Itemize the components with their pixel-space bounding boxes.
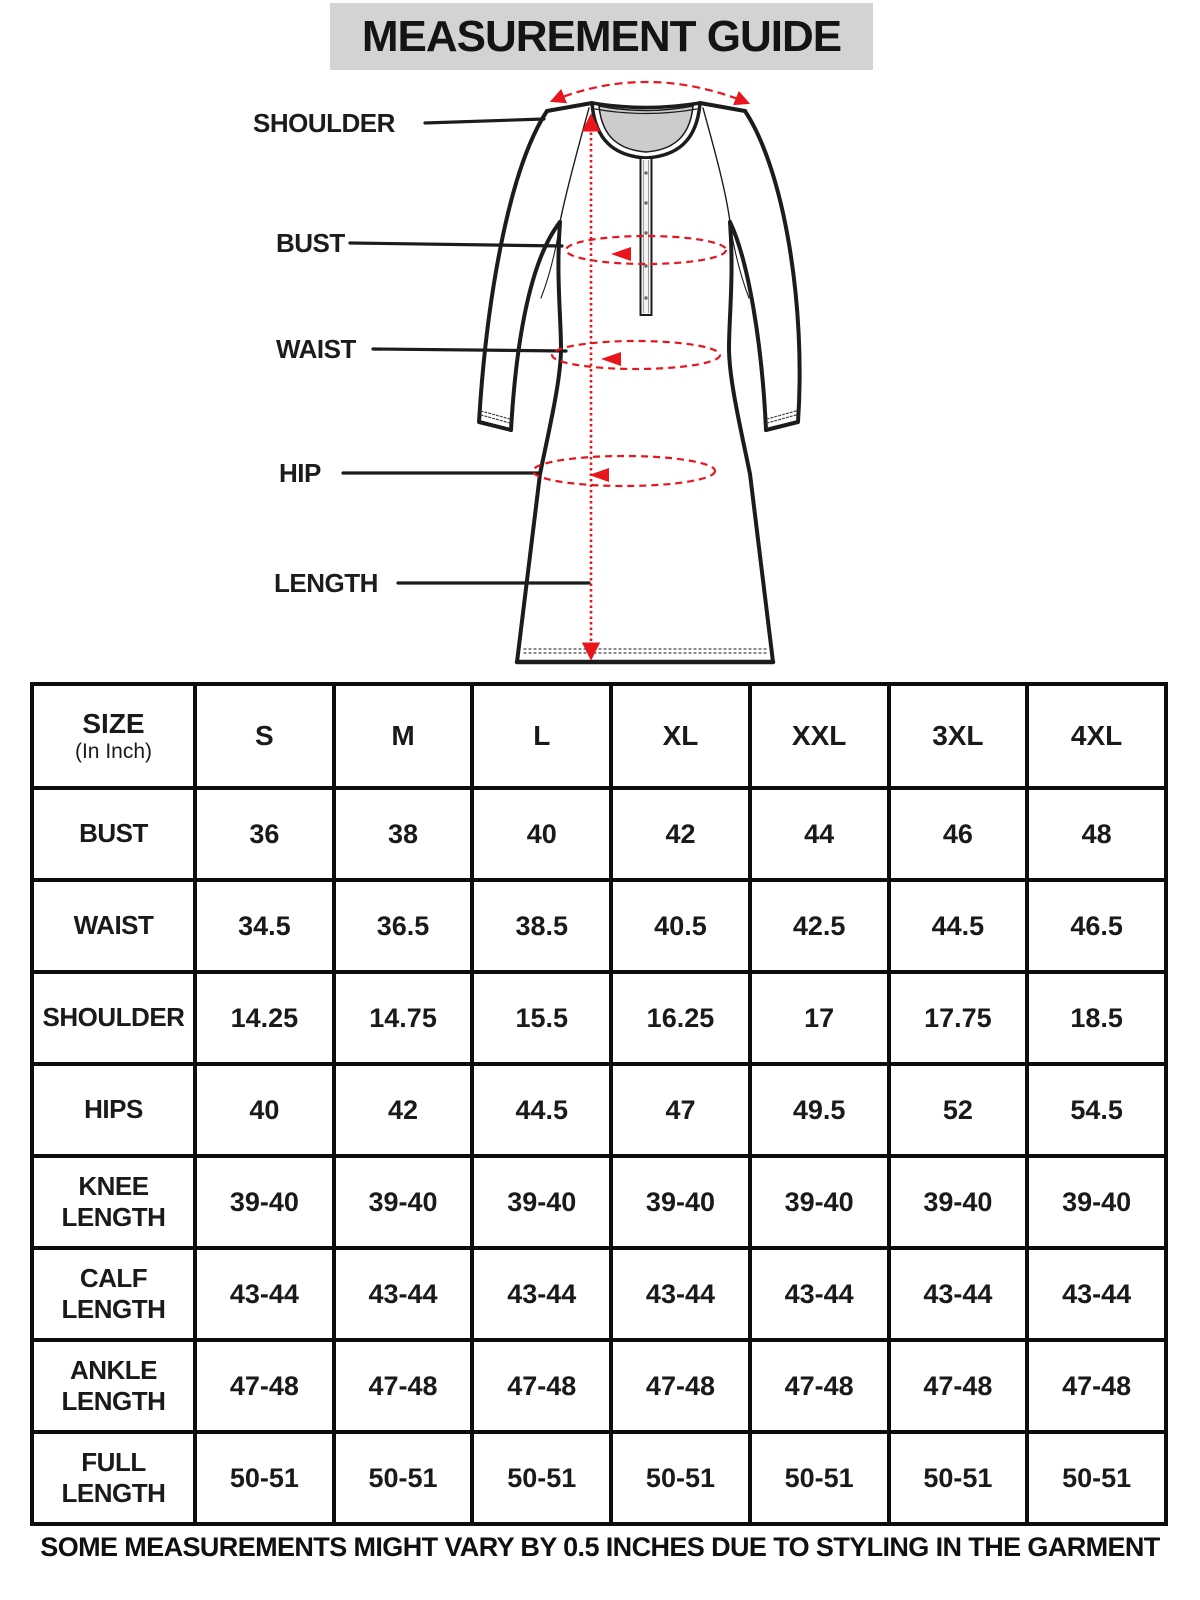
table-cell: 36.5 (334, 880, 473, 972)
table-cell: 43-44 (750, 1248, 889, 1340)
table-cell: 47-48 (611, 1340, 750, 1432)
row-label: HIPS (32, 1064, 195, 1156)
table-row-ankle-length (32, 1340, 1166, 1432)
size-table (30, 682, 1168, 1526)
table-cell: 44.5 (889, 880, 1028, 972)
column-header-s: S (195, 684, 334, 788)
table-cell: 15.5 (472, 972, 611, 1064)
table-row-shoulder (32, 972, 1166, 1064)
table-cell: 47-48 (472, 1340, 611, 1432)
size-header-label: SIZE (82, 707, 145, 739)
waist-measure-ellipse (552, 341, 720, 369)
column-header-m: M (334, 684, 473, 788)
button (644, 171, 647, 174)
table-cell: 18.5 (1027, 972, 1166, 1064)
column-header-3xl: 3XL (889, 684, 1028, 788)
footer-note: SOME MEASUREMENTS MIGHT VARY BY 0.5 INCHES DUE TO STYLING IN THE GARMENT (40, 1532, 1160, 1562)
page-title: MEASUREMENT GUIDE (330, 3, 873, 70)
row-label: CALF LENGTH (32, 1248, 195, 1340)
row-label: ANKLE LENGTH (32, 1340, 195, 1432)
table-cell: 46 (889, 788, 1028, 880)
table-cell: 42.5 (750, 880, 889, 972)
column-header-4xl: 4XL (1027, 684, 1166, 788)
neckline (592, 103, 700, 158)
diagram-label-bust: BUST (276, 228, 345, 258)
table-cell: 39-40 (1027, 1156, 1166, 1248)
table-cell: 50-51 (1027, 1432, 1166, 1524)
table-cell: 39-40 (195, 1156, 334, 1248)
shoulder-arc-measure (552, 82, 748, 103)
table-cell: 47 (611, 1064, 750, 1156)
table-cell: 14.75 (334, 972, 473, 1064)
table-cell: 47-48 (750, 1340, 889, 1432)
table-cell: 43-44 (611, 1248, 750, 1340)
column-header-xl: XL (611, 684, 750, 788)
shoulder-leader-line (425, 119, 544, 123)
button (644, 296, 647, 299)
table-row-full-length (32, 1432, 1166, 1524)
table-cell: 17.75 (889, 972, 1028, 1064)
table-cell: 39-40 (889, 1156, 1028, 1248)
table-cell: 40 (195, 1064, 334, 1156)
table-cell: 43-44 (472, 1248, 611, 1340)
garment-sketch (0, 70, 1200, 682)
size-header-cell (32, 684, 195, 788)
table-cell: 17 (750, 972, 889, 1064)
table-cell: 36 (195, 788, 334, 880)
table-cell: 52 (889, 1064, 1028, 1156)
hip-measure-ellipse (533, 456, 715, 486)
row-label: SHOULDER (32, 972, 195, 1064)
diagram-label-length: LENGTH (274, 568, 378, 598)
table-cell: 46.5 (1027, 880, 1166, 972)
table-header-row (32, 684, 1166, 788)
leader-lines (343, 119, 589, 583)
table-cell: 43-44 (1027, 1248, 1166, 1340)
table-cell: 39-40 (611, 1156, 750, 1248)
table-cell: 42 (334, 1064, 473, 1156)
row-label: FULL LENGTH (32, 1432, 195, 1524)
table-cell: 16.25 (611, 972, 750, 1064)
size-header-unit: (In Inch) (74, 740, 153, 764)
row-label: WAIST (32, 880, 195, 972)
table-cell: 39-40 (750, 1156, 889, 1248)
table-cell: 38.5 (472, 880, 611, 972)
bust-arrow (611, 247, 631, 261)
button (644, 201, 647, 204)
table-row-hips (32, 1064, 1166, 1156)
table-cell: 54.5 (1027, 1064, 1166, 1156)
table-cell: 49.5 (750, 1064, 889, 1156)
table-cell: 47-48 (889, 1340, 1028, 1432)
table-cell: 47-48 (195, 1340, 334, 1432)
table-cell: 43-44 (334, 1248, 473, 1340)
row-label: KNEE LENGTH (32, 1156, 195, 1248)
table-row-bust (32, 788, 1166, 880)
table-row-waist (32, 880, 1166, 972)
table-cell: 39-40 (334, 1156, 473, 1248)
row-label: BUST (32, 788, 195, 880)
table-row-calf-length (32, 1248, 1166, 1340)
table-row-knee-length (32, 1156, 1166, 1248)
garment-diagram (0, 70, 1200, 682)
table-cell: 38 (334, 788, 473, 880)
table-cell: 42 (611, 788, 750, 880)
table-cell: 50-51 (334, 1432, 473, 1524)
column-header-l: L (472, 684, 611, 788)
table-cell: 40.5 (611, 880, 750, 972)
table-cell: 43-44 (889, 1248, 1028, 1340)
table-cell: 43-44 (195, 1248, 334, 1340)
table-cell: 39-40 (472, 1156, 611, 1248)
garment-outline (479, 103, 800, 662)
waist-leader-line (373, 349, 566, 351)
table-cell: 50-51 (472, 1432, 611, 1524)
table-cell: 47-48 (334, 1340, 473, 1432)
diagram-label-hip: HIP (279, 458, 321, 488)
waist-arrow (601, 352, 621, 366)
table-cell: 50-51 (195, 1432, 334, 1524)
table-cell: 44.5 (472, 1064, 611, 1156)
diagram-label-shoulder: SHOULDER (253, 108, 395, 138)
table-cell: 50-51 (611, 1432, 750, 1524)
table-cell: 50-51 (889, 1432, 1028, 1524)
diagram-label-waist: WAIST (276, 334, 356, 364)
table-cell: 47-48 (1027, 1340, 1166, 1432)
table-cell: 14.25 (195, 972, 334, 1064)
table-cell: 44 (750, 788, 889, 880)
table-cell: 48 (1027, 788, 1166, 880)
table-cell: 34.5 (195, 880, 334, 972)
table-cell: 40 (472, 788, 611, 880)
column-header-xxl: XXL (750, 684, 889, 788)
table-cell: 50-51 (750, 1432, 889, 1524)
bust-leader-line (350, 243, 562, 246)
left-side-seam (517, 222, 561, 662)
button (644, 231, 647, 234)
right-sleeve (745, 111, 800, 430)
